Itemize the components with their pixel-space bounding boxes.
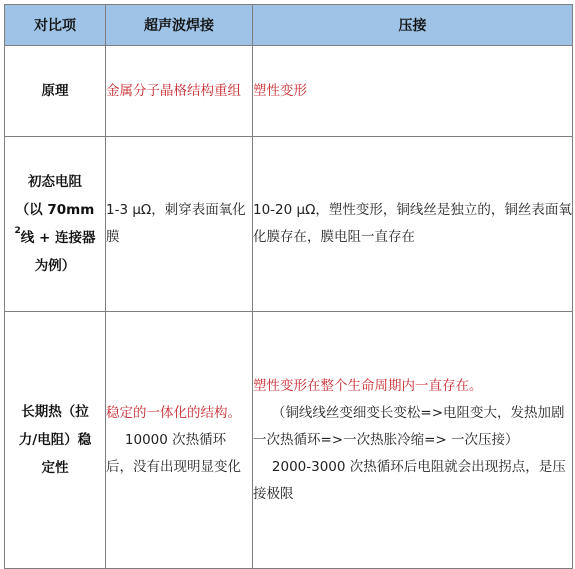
label-line: 长期热（拉 bbox=[21, 404, 89, 420]
cell-ultrasonic bbox=[106, 312, 253, 569]
header-ultrasonic: 超声波焊接 bbox=[106, 5, 253, 46]
comparison-table bbox=[4, 4, 573, 569]
superscript: 2 bbox=[14, 226, 21, 236]
table-row bbox=[5, 46, 573, 137]
cell-crimp: 10-20 μΩ，塑性变形，铜线丝是独立的，铜丝表面氧化膜存在，膜电阻一直存在 bbox=[253, 137, 573, 312]
label-line: 为例） bbox=[34, 258, 76, 274]
row-label bbox=[5, 312, 106, 569]
cell-ultrasonic: 金属分子晶格结构重组 bbox=[106, 46, 253, 137]
row-label: 原理 bbox=[5, 46, 106, 137]
crimp-conclusion: 2000-3000 次热循环后电阻就会出现拐点，是压接极限 bbox=[253, 458, 566, 502]
header-item: 对比项 bbox=[5, 5, 106, 46]
table-row bbox=[5, 137, 573, 312]
ultrasonic-highlight: 稳定的一体化的结构。 bbox=[106, 404, 241, 421]
header-row bbox=[5, 5, 573, 46]
label-line: （以 70mm bbox=[15, 202, 95, 218]
cell-crimp bbox=[253, 312, 573, 569]
label-text: 线 + 连接器 bbox=[20, 230, 96, 246]
header-crimp: 压接 bbox=[253, 5, 573, 46]
cell-crimp: 塑性变形 bbox=[253, 46, 573, 137]
table-row bbox=[5, 312, 573, 569]
label-line: 定性 bbox=[41, 460, 69, 476]
label-line bbox=[5, 224, 105, 252]
label-line: 力/电阻）稳 bbox=[18, 432, 92, 448]
crimp-highlight: 塑性变形在整个生命周期内一直存在。 bbox=[253, 377, 483, 394]
crimp-detail: （铜线线丝变细变长变松=>电阻变大，发热加剧一次热循环=>一次热胀冷缩=> 一次压接） bbox=[253, 404, 565, 448]
row-label bbox=[5, 137, 106, 312]
ultrasonic-detail: 10000 次热循环后，没有出现明显变化 bbox=[106, 431, 241, 475]
cell-ultrasonic: 1-3 μΩ，刺穿表面氧化膜 bbox=[106, 137, 253, 312]
label-line: 初态电阻 bbox=[28, 174, 82, 190]
